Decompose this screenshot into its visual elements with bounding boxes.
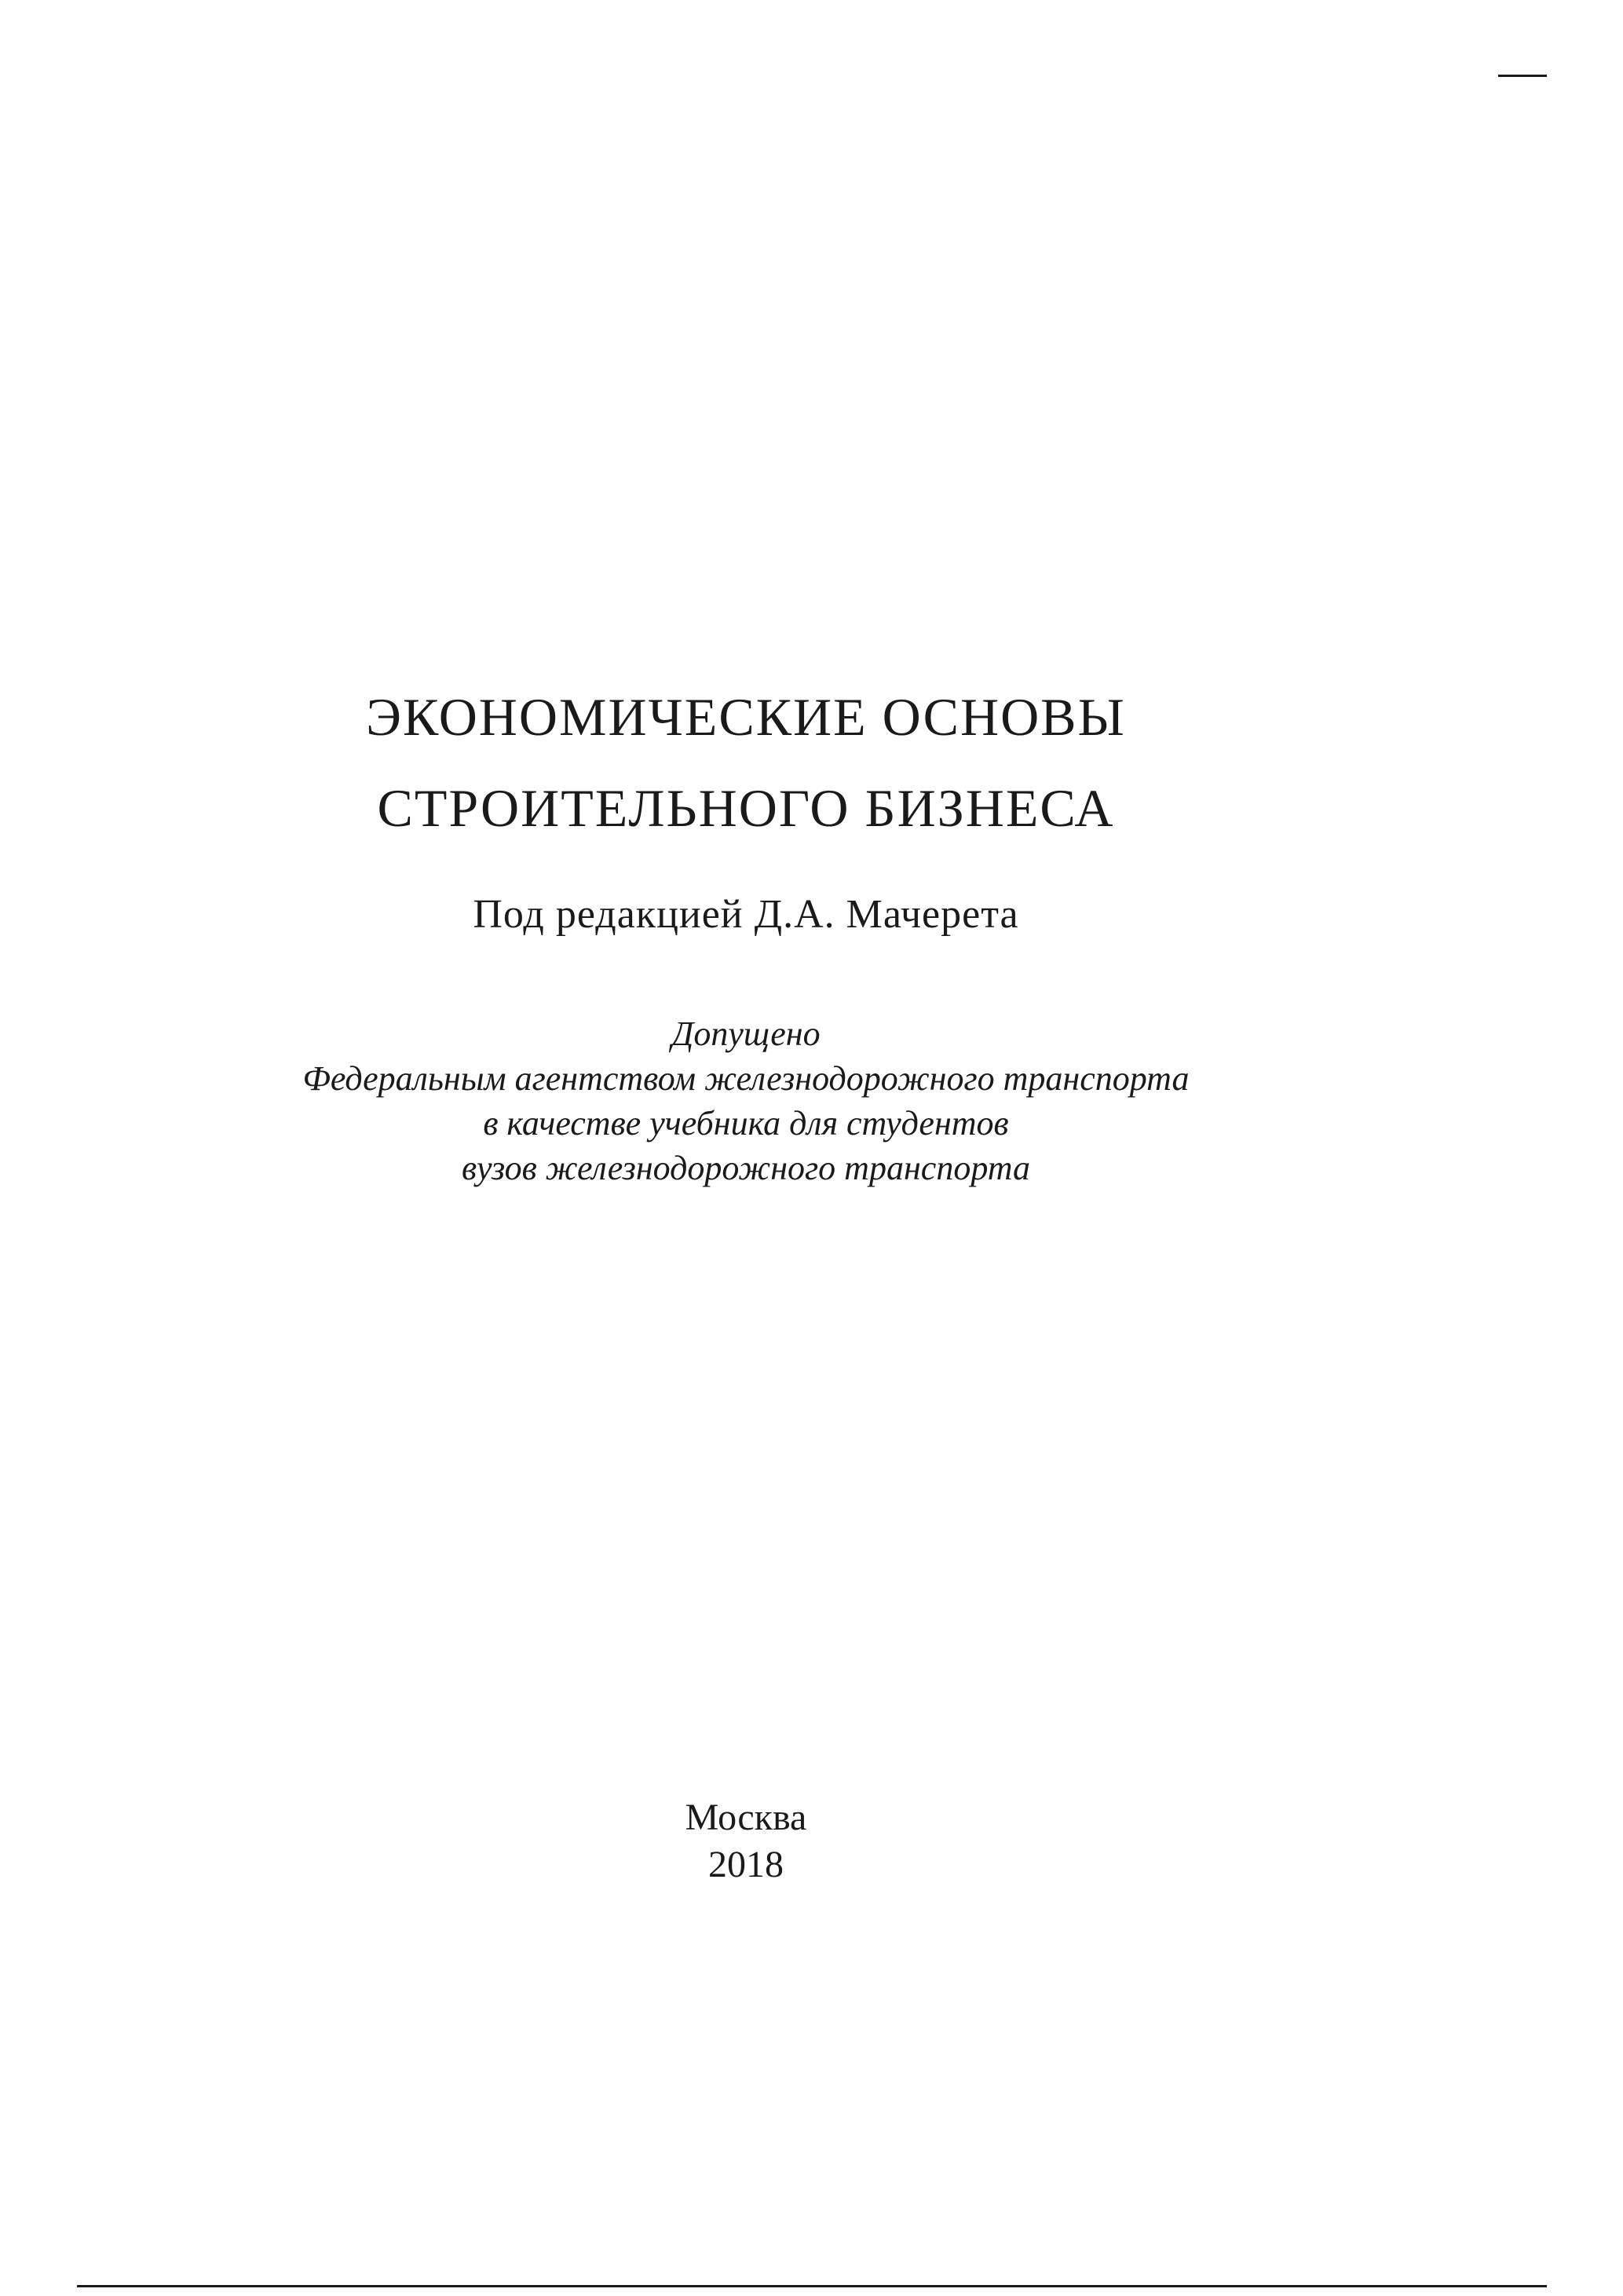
- book-title-line-1: ЭКОНОМИЧЕСКИЕ ОСНОВЫ: [366, 687, 1126, 747]
- approval-line-1: Допущено: [671, 1015, 821, 1053]
- editor-credit: Под редакцией Д.А. Мачерета: [473, 892, 1019, 937]
- book-title: [0, 671, 1492, 854]
- bottom-rule: [77, 2285, 1547, 2287]
- approval-line-3: в качестве учебника для студентов: [483, 1104, 1009, 1143]
- approval-statement: [0, 1011, 1492, 1190]
- book-title-line-2: СТРОИТЕЛЬНОГО БИЗНЕСА: [377, 778, 1115, 838]
- corner-rule-mark: [1498, 75, 1547, 77]
- approval-line-2: Федеральным агентством железнодорожного транспорта: [302, 1059, 1190, 1098]
- imprint-year: 2018: [708, 1844, 784, 1885]
- imprint-city: Москва: [685, 1797, 807, 1838]
- approval-line-4: вузов железнодорожного транспорта: [461, 1149, 1031, 1187]
- imprint: [0, 1794, 1492, 1888]
